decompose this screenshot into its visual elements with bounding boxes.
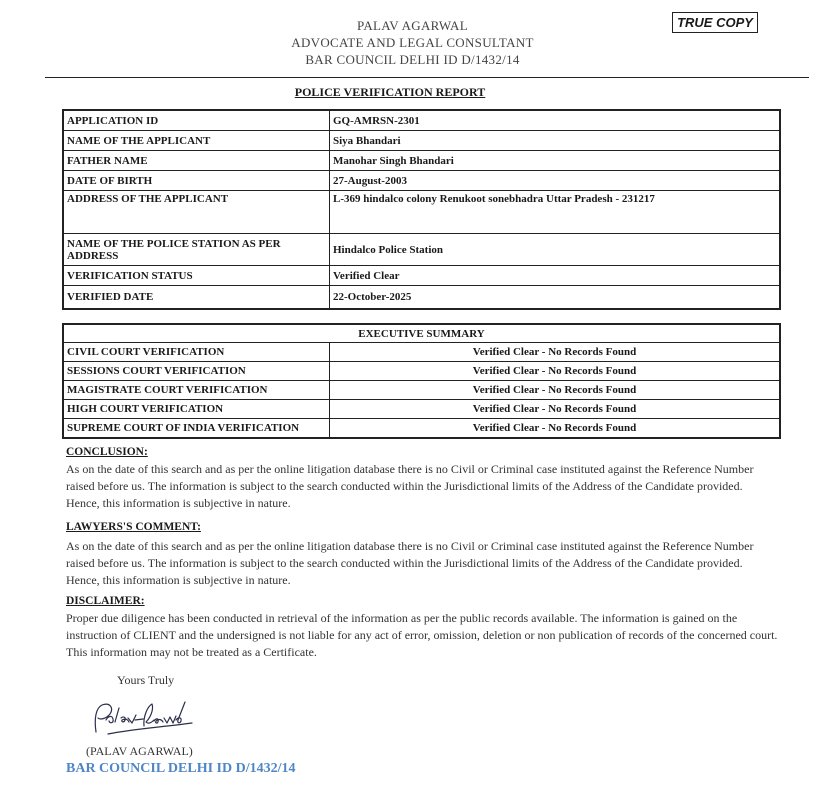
table-row <box>63 171 780 191</box>
detail-value: 27-August-2003 <box>330 171 781 191</box>
detail-label: APPLICATION ID <box>63 110 330 131</box>
conclusion-heading: CONCLUSION: <box>66 446 148 458</box>
signer-name: (PALAV AGARWAL) <box>86 744 193 758</box>
detail-label: VERIFICATION STATUS <box>63 266 330 286</box>
lawyers-comment-text: As on the date of this search and as per the online litigation database there is no Civil or Criminal case instituted against the Reference Number raised before us. The information is subject to the search conducted within the Jurisdictional limits of the Address of the Candidate provided. Hence, this information is subjective in nature. <box>66 539 754 587</box>
letterhead-bar-id: BAR COUNCIL DELHI ID D/1432/14 <box>305 52 520 67</box>
table-row <box>63 286 780 310</box>
court-result: Verified Clear - No Records Found <box>330 343 781 362</box>
true-copy-stamp: TRUE COPY <box>672 12 758 33</box>
detail-value: Siya Bhandari <box>330 131 781 151</box>
detail-value: L-369 hindalco colony Renukoot sonebhadra Uttar Pradesh - 231217 <box>330 191 781 234</box>
detail-value: GQ-AMRSN-2301 <box>330 110 781 131</box>
court-result: Verified Clear - No Records Found <box>330 381 781 400</box>
detail-label: NAME OF THE POLICE STATION AS PER ADDRESS <box>63 234 330 266</box>
detail-value: Manohar Singh Bhandari <box>330 151 781 171</box>
court-name: HIGH COURT VERIFICATION <box>63 400 330 419</box>
detail-label: DATE OF BIRTH <box>63 171 330 191</box>
court-result: Verified Clear - No Records Found <box>330 419 781 439</box>
table-row <box>63 266 780 286</box>
disclaimer-text: Proper due diligence has been conducted in retrieval of the information as per the public records available. The information is gained on the instruction of CLIENT and the undersigned is not liable for any act of error, omission, deletion or non publication of records of the concerned court. This information may not be treated as a Certificate. <box>66 611 778 659</box>
header-divider <box>45 77 809 78</box>
closing-salutation: Yours Truly <box>117 673 175 687</box>
table-row <box>63 324 780 343</box>
table-row <box>63 362 780 381</box>
court-name: SESSIONS COURT VERIFICATION <box>63 362 330 381</box>
footer-bar-id: BAR COUNCIL DELHI ID D/1432/14 <box>66 761 296 776</box>
court-name: CIVIL COURT VERIFICATION <box>63 343 330 362</box>
court-result: Verified Clear - No Records Found <box>330 362 781 381</box>
detail-label: NAME OF THE APPLICANT <box>63 131 330 151</box>
table-row <box>63 131 780 151</box>
detail-label: ADDRESS OF THE APPLICANT <box>63 191 330 234</box>
table-row <box>63 191 780 234</box>
summary-heading: EXECUTIVE SUMMARY <box>63 324 780 343</box>
table-row <box>63 343 780 362</box>
table-row <box>63 151 780 171</box>
applicant-details-table <box>62 109 781 310</box>
court-result: Verified Clear - No Records Found <box>330 400 781 419</box>
detail-value: 22-October-2025 <box>330 286 781 310</box>
advocate-name: PALAV AGARWAL <box>357 18 468 33</box>
executive-summary-table <box>62 323 781 439</box>
report-title: POLICE VERIFICATION REPORT <box>294 85 486 99</box>
table-row <box>63 381 780 400</box>
conclusion-text: As on the date of this search and as per the online litigation database there is no Civil or Criminal case instituted against the Reference Number raised before us. The information is subject to the search conducted within the Jurisdictional limits of the Address of the Candidate provided. Hence, this information is subjective in nature. <box>66 462 754 510</box>
disclaimer-heading: DISCLAIMER: <box>66 595 145 607</box>
detail-value: Hindalco Police Station <box>330 234 781 266</box>
handwritten-signature <box>88 696 198 742</box>
court-name: MAGISTRATE COURT VERIFICATION <box>63 381 330 400</box>
court-name: SUPREME COURT OF INDIA VERIFICATION <box>63 419 330 439</box>
table-row <box>63 419 780 439</box>
detail-value: Verified Clear <box>330 266 781 286</box>
letterhead <box>0 17 825 68</box>
table-row <box>63 400 780 419</box>
detail-label: VERIFIED DATE <box>63 286 330 310</box>
table-row <box>63 234 780 266</box>
detail-label: FATHER NAME <box>63 151 330 171</box>
advocate-designation: ADVOCATE AND LEGAL CONSULTANT <box>291 35 534 50</box>
lawyers-comment-heading: LAWYERS'S COMMENT: <box>66 521 201 533</box>
table-row <box>63 110 780 131</box>
